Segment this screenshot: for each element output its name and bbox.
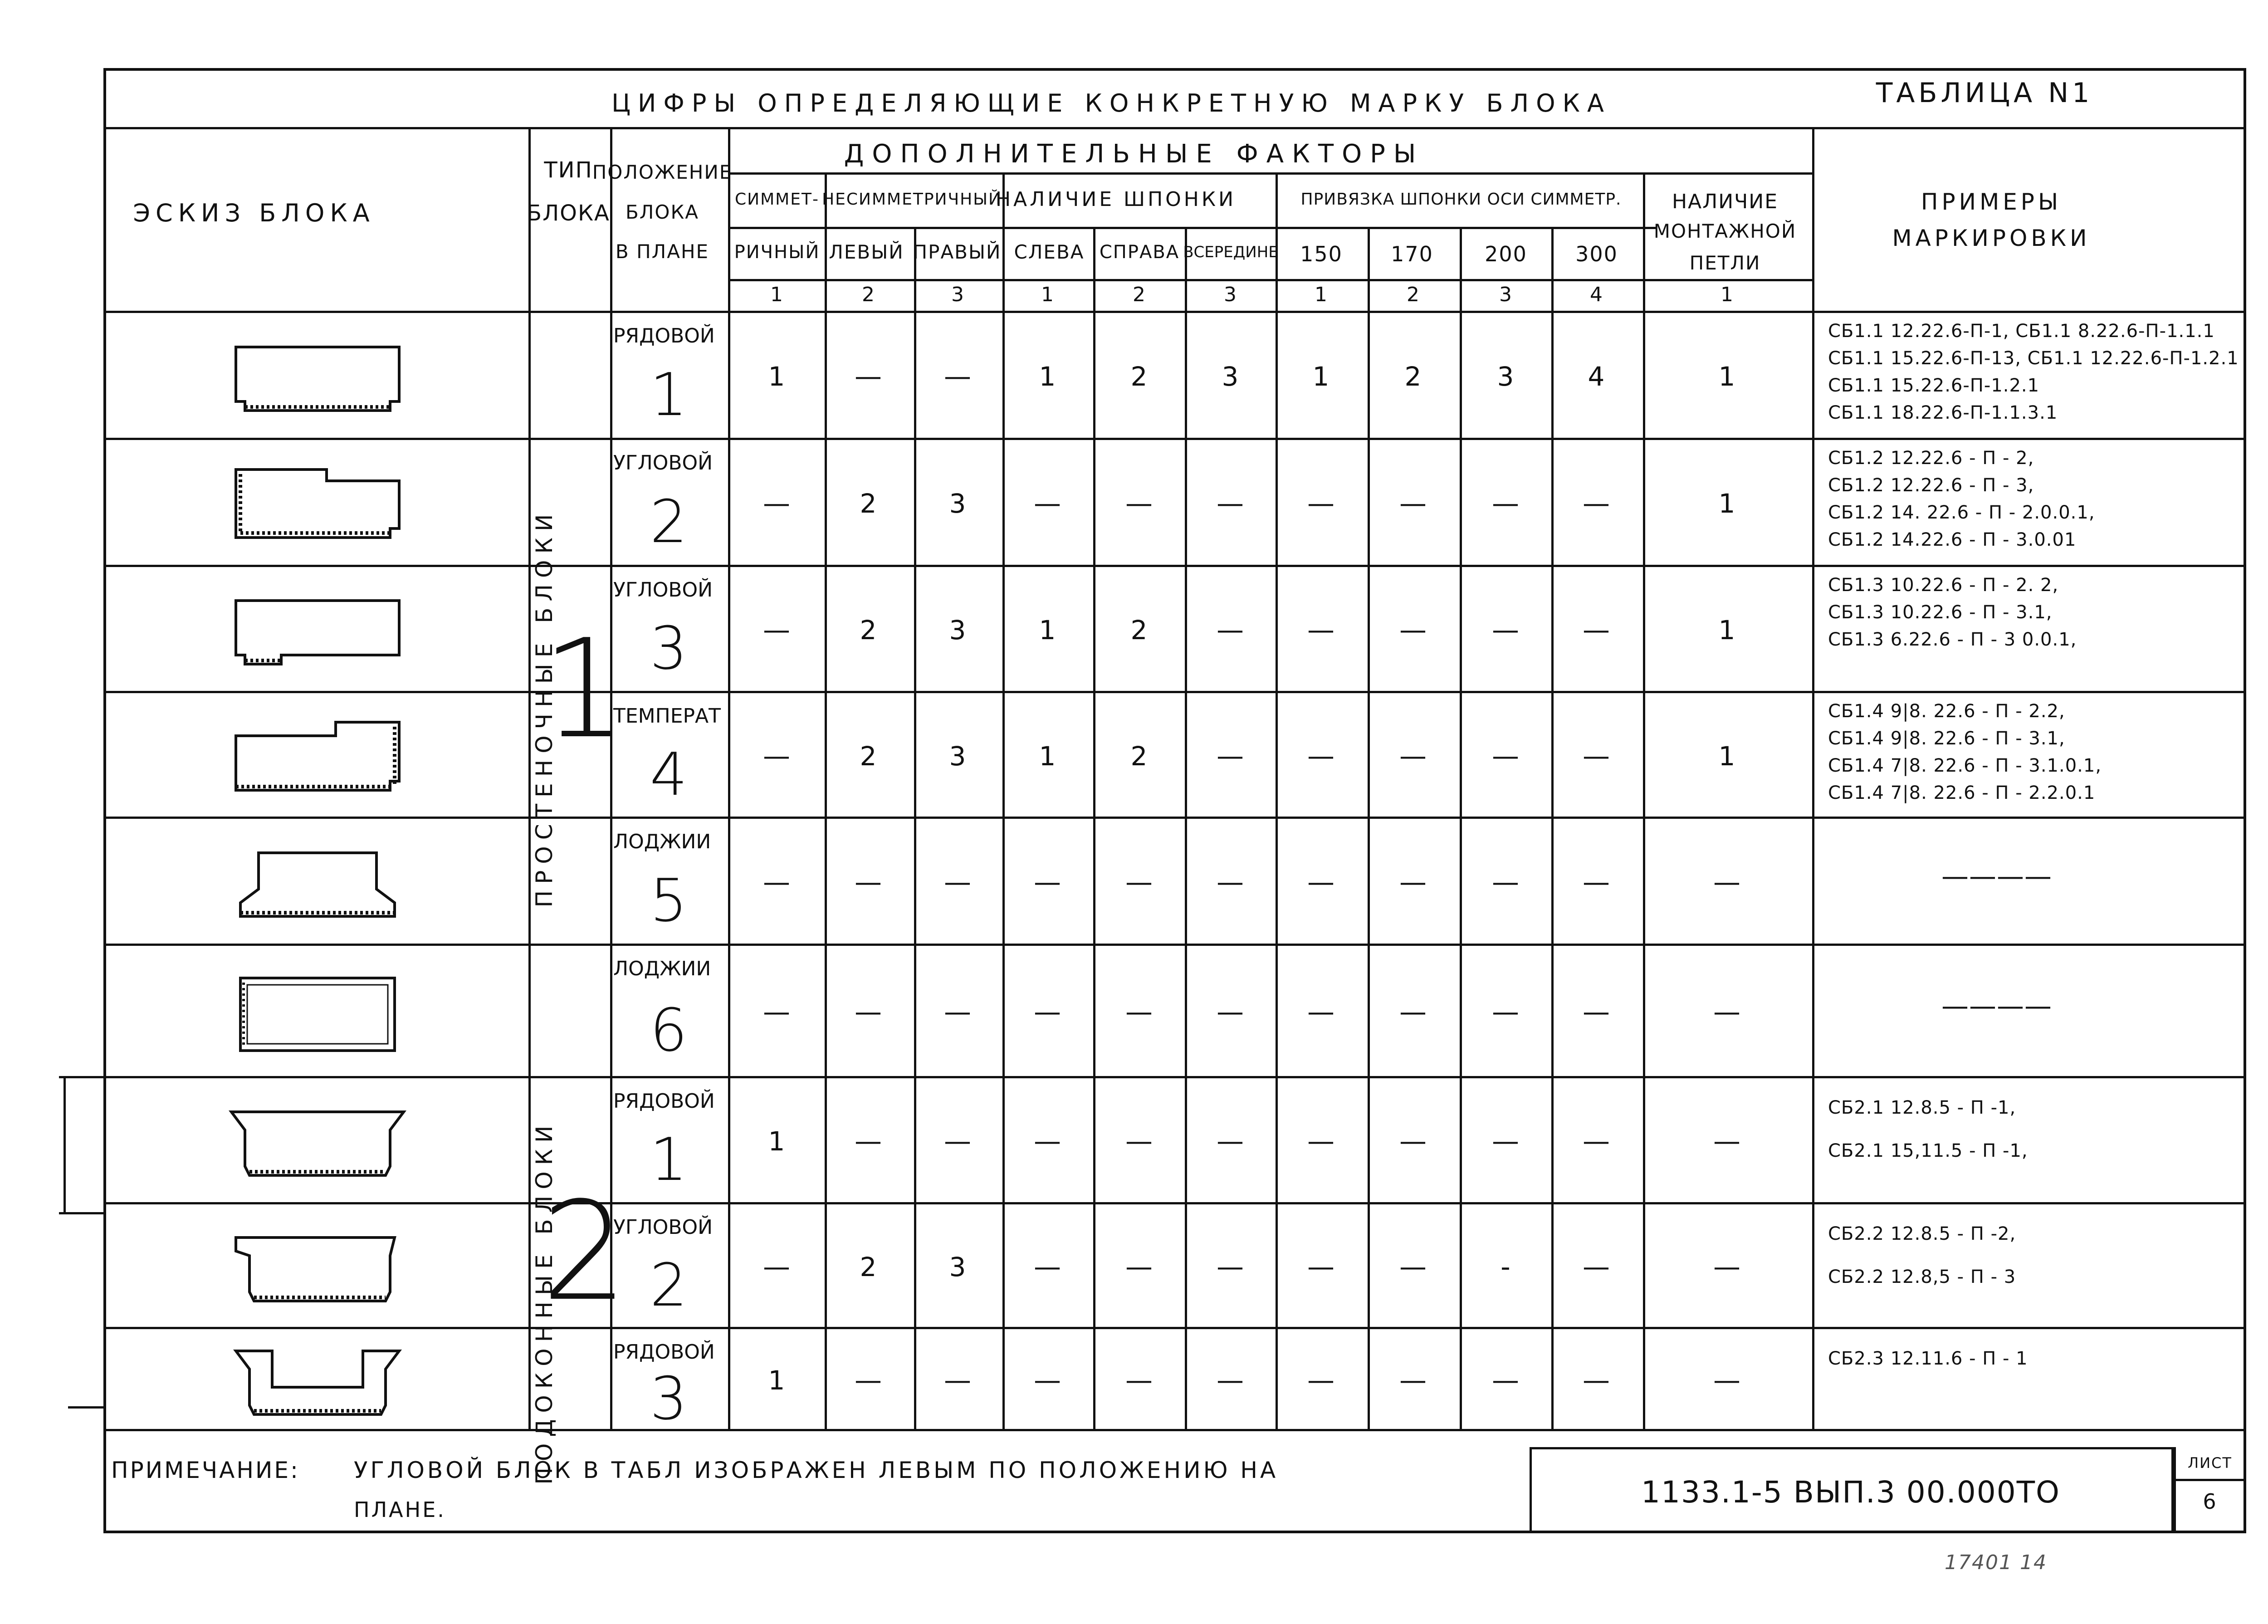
factor-cell: — <box>1307 740 1335 772</box>
factor-cell: — <box>1034 996 1062 1028</box>
col-type-header-top: ТИП <box>544 157 593 183</box>
factor-cell: — <box>1034 1125 1062 1157</box>
factor-cell: — <box>1217 1364 1245 1396</box>
factor-cell: 1 <box>1039 740 1057 772</box>
divider <box>730 227 1657 229</box>
factor-cell: — <box>1217 1125 1245 1157</box>
factor-cell: — <box>1399 1125 1427 1157</box>
factor-cell: — <box>1399 614 1427 646</box>
row-position-label: ЛОДЖИИ <box>613 830 711 853</box>
divider <box>103 1202 2246 1204</box>
sketch-podok-uglovoy <box>227 1228 408 1310</box>
col-position-header-2: БЛОКА <box>625 201 699 223</box>
factor-cell: — <box>763 488 791 519</box>
sketch-temperat <box>227 718 408 799</box>
margin-mark <box>64 1076 66 1212</box>
sketch-podok-ryadovoy <box>227 1103 408 1184</box>
factor-cell: — <box>1583 1364 1611 1396</box>
row-position-number: 1 <box>650 1125 689 1194</box>
factor-code: 1 <box>1721 283 1734 306</box>
col-bind: ПРИВЯЗКА ШПОНКИ ОСИ СИММЕТР. <box>1300 190 1622 209</box>
factor-cell: — <box>1713 866 1741 898</box>
factor-code: 3 <box>1224 283 1237 306</box>
factor-cell: — <box>1307 1125 1335 1157</box>
row-position-number: 3 <box>650 614 689 683</box>
factor-cell: 3 <box>949 615 967 646</box>
group-type-num-1: 1 <box>541 610 629 768</box>
factor-cell: — <box>1399 488 1427 519</box>
factor-cell: 1 <box>768 361 786 392</box>
factor-cell: — <box>1583 740 1611 772</box>
row-position-number: 6 <box>650 996 689 1065</box>
factor-cell: — <box>1399 740 1427 772</box>
divider <box>728 127 730 1429</box>
divider <box>1093 227 1095 1429</box>
factor-cell: 2 <box>1130 615 1149 646</box>
divider <box>1643 172 1645 1429</box>
margin-mark <box>59 1212 103 1214</box>
col-position-header-3: В ПЛАНЕ <box>615 240 709 263</box>
col-key-left: СЛЕВА <box>1014 241 1085 263</box>
factor-cell: — <box>1217 740 1245 772</box>
factor-cell: — <box>1583 614 1611 646</box>
divider <box>1002 172 1005 1429</box>
marking-example: СБ1.3 10.22.6 - П - 2. 2, <box>1828 575 2059 596</box>
row-position-number: 3 <box>650 1364 689 1433</box>
marking-example: СБ1.3 10.22.6 - П - 3.1, <box>1828 602 2053 623</box>
factor-cell: — <box>855 1364 883 1396</box>
row-position-label: ТЕМПЕРАТ <box>613 704 721 728</box>
factor-cell: — <box>1492 996 1520 1028</box>
col-sketch-header: ЭСКИЗ БЛОКА <box>133 199 375 227</box>
divider <box>103 944 2246 946</box>
factor-cell: 2 <box>860 740 878 772</box>
factor-cell: 1 <box>1039 361 1057 392</box>
note-text-2: ПЛАНЕ. <box>354 1497 446 1522</box>
factor-cell: 1 <box>1718 488 1736 519</box>
factor-cell: 2 <box>860 1251 878 1282</box>
factor-cell: — <box>1034 1251 1062 1283</box>
marking-example: СБ1.4 7|8. 22.6 - П - 2.2.0.1 <box>1828 783 2096 803</box>
factor-cell: — <box>855 996 883 1028</box>
table-title: ЦИФРЫ ОПРЕДЕЛЯЮЩИЕ КОНКРЕТНУЮ МАРКУ БЛОКА <box>611 89 1611 117</box>
sketch-lodzhii <box>227 844 408 925</box>
factor-cell: — <box>763 866 791 898</box>
marking-example: СБ2.2 12.8.5 - П -2, <box>1828 1223 2016 1244</box>
sketch-lodzhii-6 <box>227 973 408 1055</box>
marking-example: СБ1.1 12.22.6-П-1, СБ1.1 8.22.6-П-1.1.1 <box>1828 321 2215 342</box>
factor-cell: — <box>1217 996 1245 1028</box>
factor-cell: — <box>1492 488 1520 519</box>
divider <box>914 227 916 1429</box>
marking-example: СБ1.3 6.22.6 - П - 3 0.0.1, <box>1828 629 2077 650</box>
col-loop-2: МОНТАЖНОЙ <box>1653 220 1797 242</box>
col-asym: НЕСИММЕТРИЧНЫЙ <box>822 190 1002 209</box>
row-position-number: 2 <box>650 1250 689 1320</box>
group-label-1: ПРОСТЕНОЧНЫЕ БЛОКИ <box>531 508 557 908</box>
table-label: ТАБЛИЦА N1 <box>1876 77 2093 109</box>
divider <box>103 1429 2246 1431</box>
factor-cell: 1 <box>1312 361 1330 392</box>
factor-cell: 3 <box>949 1251 967 1282</box>
divider <box>825 172 827 1429</box>
col-examples-2: МАРКИРОВКИ <box>1892 225 2091 251</box>
factor-cell: — <box>1492 614 1520 646</box>
marking-example: СБ2.2 12.8,5 - П - 3 <box>1828 1267 2016 1287</box>
factor-cell: — <box>944 1125 972 1157</box>
factor-cell: — <box>1307 614 1335 646</box>
factor-cell: — <box>1583 1125 1611 1157</box>
divider <box>103 127 2246 129</box>
col-bind-200: 200 <box>1485 242 1527 266</box>
col-key-mid: ВСЕРЕДИНЕ <box>1183 243 1278 261</box>
sheet-number: 6 <box>2203 1489 2217 1514</box>
row-position-number: 4 <box>650 739 689 809</box>
marking-example: СБ1.2 14. 22.6 - П - 2.0.0.1, <box>1828 502 2095 523</box>
divider <box>103 1076 2246 1078</box>
factor-cell: — <box>1307 1251 1335 1283</box>
factor-code: 2 <box>1133 283 1146 306</box>
factor-cell: — <box>1217 866 1245 898</box>
factor-code: 1 <box>770 283 784 306</box>
divider <box>103 311 2246 313</box>
factor-cell: — <box>944 996 972 1028</box>
factor-cell: 1 <box>768 1126 786 1157</box>
col-sym-top: СИММЕТ- <box>735 190 819 209</box>
factor-cell: 4 <box>1588 361 1606 392</box>
sketch-podok-ryadovoy-3 <box>227 1342 408 1423</box>
factor-cell: — <box>1034 488 1062 519</box>
divider <box>1551 227 1554 1429</box>
sketch-uglovoy <box>227 465 408 547</box>
col-key-right: СПРАВА <box>1099 242 1180 263</box>
factor-cell: 3 <box>949 488 967 519</box>
row-position-label: УГЛОВОЙ <box>613 451 713 474</box>
margin-mark <box>68 1406 103 1409</box>
factor-cell: — <box>1125 1364 1154 1396</box>
col-bind-170: 170 <box>1391 242 1433 266</box>
factor-code: 4 <box>1590 283 1603 306</box>
factor-code: 1 <box>1041 283 1055 306</box>
factor-cell: 2 <box>1130 740 1149 772</box>
marking-example: СБ1.2 12.22.6 - П - 2, <box>1828 448 2034 469</box>
factor-cell: — <box>1713 996 1741 1028</box>
col-loop-3: ПЕТЛИ <box>1689 252 1761 274</box>
col-position-header-1: ПОЛОЖЕНИЕ <box>592 161 733 183</box>
marking-example: СБ1.2 12.22.6 - П - 3, <box>1828 475 2034 496</box>
factor-cell: — <box>763 740 791 772</box>
marking-example: ———— <box>1941 990 2052 1022</box>
sketch-uglovoy-3 <box>227 592 408 673</box>
sheet-label: ЛИСТ <box>2188 1454 2232 1472</box>
factor-cell: — <box>944 1364 972 1396</box>
factor-cell: — <box>1125 1125 1154 1157</box>
divider <box>1812 127 1814 1429</box>
group-type-num-2: 2 <box>541 1173 629 1331</box>
factor-cell: — <box>1583 488 1611 519</box>
factor-cell: — <box>1125 488 1154 519</box>
factor-cell: — <box>855 866 883 898</box>
factor-cell: — <box>763 614 791 646</box>
col-loop-1: НАЛИЧИЕ <box>1672 190 1779 213</box>
factor-cell: 2 <box>1130 361 1149 392</box>
note-label: ПРИМЕЧАНИЕ: <box>111 1457 300 1483</box>
factor-code: 2 <box>862 283 875 306</box>
marking-example: ———— <box>1941 861 2052 892</box>
factor-cell: — <box>1492 1364 1520 1396</box>
divider <box>1276 172 1278 1429</box>
col-examples-1: ПРИМЕРЫ <box>1921 189 2062 215</box>
factor-cell: — <box>763 1251 791 1283</box>
divider <box>1368 227 1370 1429</box>
factor-cell: — <box>1125 996 1154 1028</box>
factor-cell: 1 <box>1718 740 1736 772</box>
row-position-label: УГЛОВОЙ <box>613 1216 713 1239</box>
divider <box>103 817 2246 819</box>
factor-cell: 2 <box>860 488 878 519</box>
factor-cell: 1 <box>1718 361 1736 392</box>
factor-cell: — <box>1125 866 1154 898</box>
row-position-label: РЯДОВОЙ <box>613 324 715 347</box>
factor-cell: — <box>1307 866 1335 898</box>
factor-cell: — <box>1492 740 1520 772</box>
note-text: УГЛОВОЙ БЛОК В ТАБЛ ИЗОБРАЖЕН ЛЕВЫМ ПО ПОЛОЖЕНИЮ НА <box>354 1457 1279 1483</box>
factor-cell: 1 <box>1718 615 1736 646</box>
factor-cell: — <box>1713 1125 1741 1157</box>
divider <box>103 691 2246 693</box>
divider <box>103 565 2246 567</box>
factor-cell: 3 <box>1497 361 1515 392</box>
factor-cell: — <box>1583 866 1611 898</box>
col-bind-300: 300 <box>1575 242 1618 266</box>
col-key: НАЛИЧИЕ ШПОНКИ <box>995 188 1237 211</box>
divider <box>1185 227 1187 1429</box>
divider <box>528 127 531 1429</box>
col-type-header-bottom: БЛОКА <box>527 201 610 226</box>
factor-cell: — <box>1399 866 1427 898</box>
divider <box>103 438 2246 440</box>
handwritten-mark: 17401 14 <box>1945 1551 2047 1574</box>
row-position-label: ЛОДЖИИ <box>613 957 711 980</box>
factor-cell: — <box>1492 1125 1520 1157</box>
factor-cell: — <box>1399 1251 1427 1283</box>
group-label-2: ПОДОКОННЫЕ БЛОКИ <box>531 1119 557 1485</box>
divider <box>1460 227 1462 1429</box>
factor-cell: — <box>1713 1364 1741 1396</box>
factor-cell: 1 <box>768 1365 786 1396</box>
factor-code: 3 <box>1499 283 1513 306</box>
factor-cell: — <box>1583 996 1611 1028</box>
row-position-number: 1 <box>650 360 689 429</box>
factor-cell: 2 <box>1404 361 1422 392</box>
factor-cell: 3 <box>1222 361 1240 392</box>
factor-cell: — <box>1217 488 1245 519</box>
factor-cell: 3 <box>949 740 967 772</box>
factor-cell: — <box>1583 1251 1611 1283</box>
factor-cell: — <box>855 361 883 392</box>
factor-cell: — <box>1492 866 1520 898</box>
marking-example: СБ1.2 14.22.6 - П - 3.0.01 <box>1828 529 2077 550</box>
factor-cell: — <box>1307 996 1335 1028</box>
col-left: ЛЕВЫЙ <box>829 241 904 263</box>
factor-cell: — <box>1307 488 1335 519</box>
row-position-label: УГЛОВОЙ <box>613 578 713 602</box>
factor-cell: — <box>855 1125 883 1157</box>
col-right: ПРАВЫЙ <box>913 241 1002 263</box>
factor-cell: — <box>1399 996 1427 1028</box>
doc-code: 1133.1-5 ВЫП.3 00.000ТО <box>1641 1475 2061 1510</box>
divider <box>2174 1479 2246 1481</box>
factor-cell: — <box>1034 1364 1062 1396</box>
marking-example: СБ1.1 18.22.6-П-1.1.3.1 <box>1828 402 2058 423</box>
factor-cell: 2 <box>860 615 878 646</box>
marking-example: СБ1.1 15.22.6-П-1.2.1 <box>1828 375 2040 396</box>
factor-cell: — <box>763 996 791 1028</box>
factor-cell: — <box>1217 614 1245 646</box>
extra-factors-header: ДОПОЛНИТЕЛЬНЫЕ ФАКТОРЫ <box>844 139 1424 169</box>
marking-example: СБ2.3 12.11.6 - П - 1 <box>1828 1348 2028 1369</box>
row-position-number: 2 <box>650 487 689 556</box>
marking-example: СБ1.4 9|8. 22.6 - П - 2.2, <box>1828 701 2065 722</box>
marking-example: СБ1.1 15.22.6-П-13, СБ1.1 12.22.6-П-1.2.1 <box>1828 348 2239 369</box>
divider <box>103 1327 2246 1329</box>
factor-cell: — <box>1307 1364 1335 1396</box>
divider <box>730 172 1814 175</box>
factor-cell: — <box>1034 866 1062 898</box>
factor-cell: - <box>1501 1251 1511 1283</box>
factor-cell: 1 <box>1039 615 1057 646</box>
row-position-label: РЯДОВОЙ <box>613 1090 715 1113</box>
divider <box>730 279 1814 281</box>
factor-cell: — <box>1125 1251 1154 1283</box>
factor-code: 1 <box>1315 283 1328 306</box>
marking-example: СБ2.1 15,11.5 - П -1, <box>1828 1140 2028 1161</box>
factor-cell: — <box>1217 1251 1245 1283</box>
factor-cell: — <box>1399 1364 1427 1396</box>
col-bind-150: 150 <box>1300 242 1343 266</box>
sketch-ryadovoy <box>227 338 408 420</box>
marking-example: СБ2.1 12.8.5 - П -1, <box>1828 1097 2016 1118</box>
factor-cell: — <box>944 866 972 898</box>
marking-example: СБ1.4 7|8. 22.6 - П - 3.1.0.1, <box>1828 755 2102 776</box>
col-sym-bottom: РИЧНЫЙ <box>734 242 820 263</box>
marking-example: СБ1.4 9|8. 22.6 - П - 3.1, <box>1828 728 2065 749</box>
factor-cell: — <box>944 361 972 392</box>
row-position-label: РЯДОВОЙ <box>613 1340 715 1364</box>
factor-cell: — <box>1713 1251 1741 1283</box>
row-position-number: 5 <box>650 866 689 935</box>
factor-code: 3 <box>951 283 965 306</box>
factor-code: 2 <box>1407 283 1420 306</box>
